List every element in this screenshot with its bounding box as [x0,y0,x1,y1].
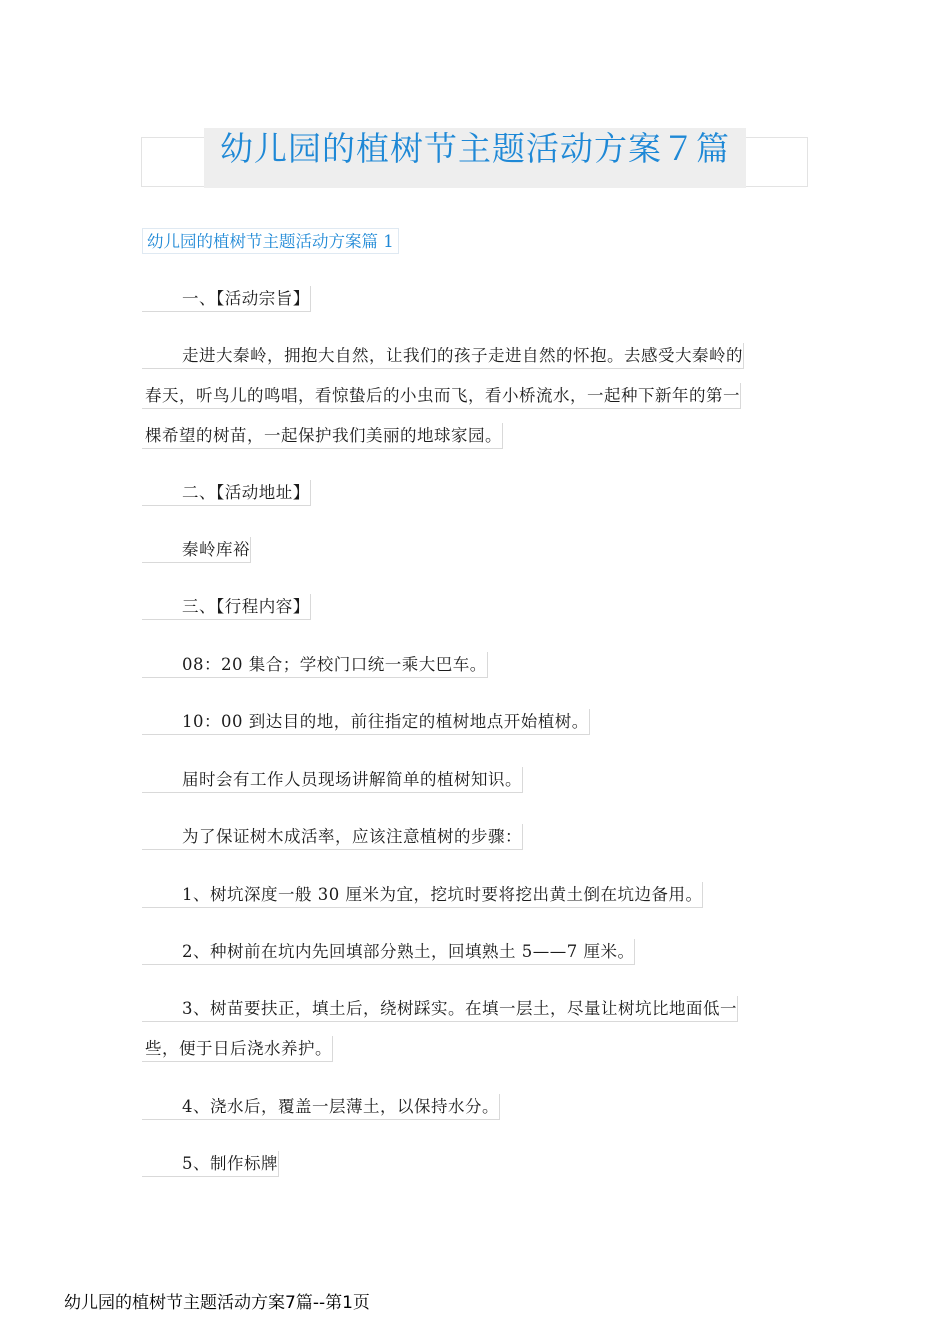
section3-heading: 三、【行程内容】 [142,594,311,620]
schedule-item: 08：20 集合；学校门口统一乘大巴车。 [142,652,488,678]
paragraph-line: 棵希望的树苗，一起保护我们美丽的地球家园。 [142,423,503,449]
section2-text: 秦岭库裕 [142,537,251,563]
step-line: 些，便于日后浇水养护。 [142,1036,333,1062]
note-line: 届时会有工作人员现场讲解简单的植树知识。 [142,767,523,793]
section2-heading: 二、【活动地址】 [142,480,311,506]
schedule-item: 10：00 到达目的地，前往指定的植树地点开始植树。 [142,709,590,735]
section-subtitle: 幼儿园的植树节主题活动方案篇 1 [142,228,399,254]
note-line: 为了保证树木成活率，应该注意植树的步骤： [142,824,523,850]
paragraph-line: 走进大秦岭，拥抱大自然，让我们的孩子走进自然的怀抱。去感受大秦岭的 [142,343,744,369]
section1-paragraph [142,343,806,463]
page-title: 幼儿园的植树节主题活动方案７篇 [220,129,730,168]
section1-heading: 一、【活动宗旨】 [142,286,311,312]
step-item: 5、制作标牌 [142,1151,279,1177]
step-item: 4、浇水后，覆盖一层薄土，以保持水分。 [142,1094,500,1120]
page-footer: 幼儿园的植树节主题活动方案7篇--第1页 [64,1293,370,1313]
step-line: 3、树苗要扶正，填土后，绕树踩实。在填一层土，尽量让树坑比地面低一 [142,996,738,1022]
step-3-paragraph [142,996,806,1076]
step-item: 1、树坑深度一般 30 厘米为宜，挖坑时要将挖出黄土倒在坑边备用。 [142,882,703,908]
step-item: 2、种树前在坑内先回填部分熟土，回填熟土 5——7 厘米。 [142,939,635,965]
paragraph-line: 春天，听鸟儿的鸣唱，看惊蛰后的小虫而飞，看小桥流水，一起种下新年的第一 [142,383,741,409]
